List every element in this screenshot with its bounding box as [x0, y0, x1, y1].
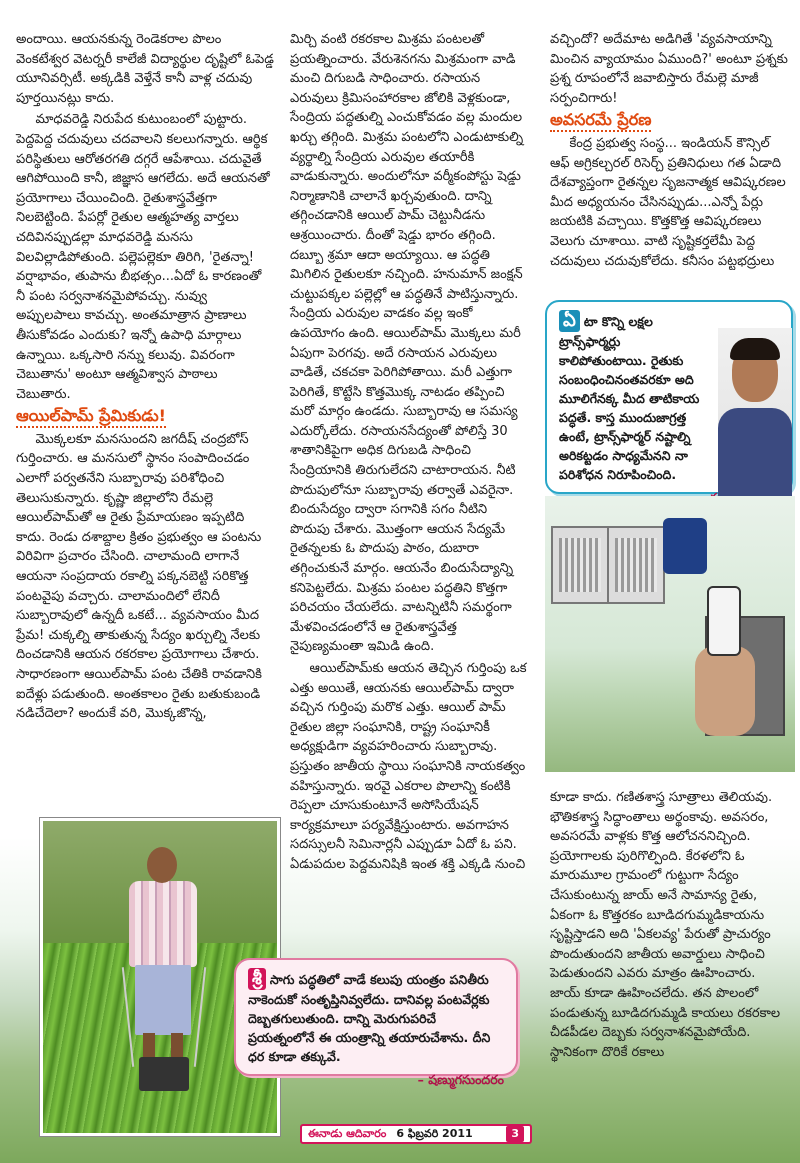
paragraph: కేంద్ర ప్రభుత్వ సంస్థ... ఇండియన్ కౌన్సిల్ ఆఫ్ అగ్రికల్చరల్ రిసెర్చ్ ప్రతినిధులు గత ఏడాది దేశవ్యాప్తంగా రైతన్నల సృజనాత్మక ఆవిష్కరణల మీద అధ్యయనం చేసినప్పుడు...ఎన్నో పేర్లు జయటికి వచ్చాయి. కొత్తకొత్త ఆవిష్కరణలు వెలుగు చూశాయి. వాటి సృష్టికర్తలేమీ పెద్ద చదువులు చదువుకోలేదు. కనీసం పట్టభద్రులు [550, 135, 786, 269]
hand-shape [695, 646, 755, 736]
article-column-3-bottom [550, 788, 788, 1060]
transformer-unit [607, 526, 665, 604]
paragraph: మాధవరెడ్డి నిరుపేద కుటుంబంలో పుట్టారు. పెద్దపెద్ద చదువులు చదవాలని కలలుగన్నారు. ఆర్థిక పరిస్థితులు ఆరోతరగతి దగ్గరే ఆపేశాయి. చదువైతే ఆగిపోయింది కానీ, జిజ్ఞాస ఆగలేదు. అదే ఆయనతో ప్రయోగాలు చేయించింది. రైతుశాస్త్రవేత్తగా నిలబెట్టింది. పేపర్లో రైతుల ఆత్మహత్య వార్తలు చదివినప్పుడల్లా మాధవరెడ్డి మనసు విలవిల్లాడిపోతుంది. పల్లెపల్లెకూ తిరిగి, 'రైతన్నా! వర్షాభావం, తుపాను బీభత్సం...ఏదో ఓ కారణంతో నీ పంట సర్వనాశనమైపోవచ్చు. నువ్వు అప్పులపాలు కావచ్చు. అంతమాత్రాన ప్రాణాలు తీసుకోవడం ఎందుకు? ఇన్నో ఉపాధి మార్గాలు ఉన్నాయి. ఒక్కసారి నన్ను కలువు. వివరంగా చెబుతాను' అంటూ ఆత్మవిశ్వాస పాఠాలు చెబుతారు. [16, 112, 270, 402]
quote-dropcap: శ్రీ [248, 968, 266, 990]
heading-text: ఆయిల్‌పామ్ ప్రేమికుడు! [16, 406, 166, 428]
farmer-shirt-shape [129, 881, 197, 967]
quote-text-block [559, 310, 709, 484]
weeder-machine [139, 1057, 189, 1091]
article-column-2 [290, 30, 530, 1058]
mobile-phone-icon [707, 586, 741, 656]
page-number: 3 [506, 1126, 524, 1142]
quote-box-weeder [234, 958, 518, 1087]
person-hair-shape [730, 338, 780, 360]
paragraph: వచ్చిందో? అదేమాట అడిగితే 'వ్యవసాయాన్ని మించిన వ్యాయామం ఏముంది?' అంటూ ప్రశ్నకు ప్రశ్న రూపంలోనే జవాబిస్తారు రేమల్లె మాజీ సర్పంచిగారు! [550, 32, 788, 106]
article-column-1 [16, 30, 274, 815]
paragraph: ఆయిల్‌పామ్‌కు ఆయన తెచ్చిన గుర్తింపు ఒక ఎత్తు అయితే, ఆయనకు ఆయిల్‌పామ్ ద్వారా వచ్చిన గుర్తింపు మరొక ఎత్తు. ఆయిల్ పామ్ రైతుల జిల్లా సంఘానికి, రాష్ట్ర సంఘానికీ అధ్యక్షుడిగా వ్యవహరించారు సుబ్బారావు. ప్రస్తుతం జాతీయ స్థాయి సంఘానికి నాయకత్వం వహిస్తున్నారు. ఇరవై ఎకరాల పొలాన్ని కంటికి రెప్పలా చూసుకుంటూనే అసోసియేషన్ కార్యక్రమాలూ పర్యవేక్షిస్తుంటారు. అవగాహన సదస్సులనీ సెమినార్లనీ ఎప్పుడూ ఏదో ఓ పని. ఏడుపదుల పెద్దమనిషికి ఇంత శక్తి ఎక్కడి నుంచి [290, 661, 527, 872]
article-column-3-top [550, 30, 788, 310]
quote-author: – షణ్ముగసుందరం [417, 1072, 504, 1087]
paragraph: అందాయి. ఆయనకున్న రెండెకరాల పొలం వెంకటేశ్వర వెటర్నరీ కాలేజీ విద్యార్థుల దృష్టిలో ఓపెడ్డ యూనివర్సిటీ. అక్కడికి వెళ్తేనే కానీ వాళ్ల చదువు పూర్తయినట్లు కాదు. [16, 32, 274, 106]
heading-text: అవసరమే ప్రేరణ [550, 110, 651, 132]
farmer-lungi-shape [135, 965, 191, 1035]
section-heading-oilpalm [16, 406, 274, 428]
quote-text: టా కొన్ని లక్షల ట్రాన్స్‌ఫార్మర్లు కాలిపోతుంటాయి. రైతుకు సంబంధించినంతవరకూ అది మూలిగేనక్క మీద తాటికాయ పద్ధతే. కాస్త ముందుజాగ్రత్త ఉంటే, ట్రాన్స్‌ఫార్మర్ నష్టాల్ని అరికట్టడం సాధ్యమేనని నా పరిశోధన నిరూపించింది. [559, 314, 700, 482]
issue-date: 6 ఫిబ్రవరి 2011 [396, 1127, 473, 1140]
quote-text: సాగు పద్ధతిలో వాడే కలుపు యంత్రం పనితీరు నాకెందుకో సంతృప్తినివ్వలేదు. దానివల్ల పంటవేర్లకు దెబ్బతగులుతుంది. దాన్ని మెరుగుపరిచే ప్రయత్నంలోనే ఈ యంత్రాన్ని తయారుచేశాను. దీని ధర కూడా తక్కువే. [248, 972, 491, 1064]
farmer-head-shape [147, 847, 177, 883]
paragraph: మొక్కలకూ మనసుందని జగదీష్ చంద్రబోస్ గుర్తించారు. ఆ మనసులో స్థానం సంపాదించడం ఎలాగో పర్వతనేని సుబ్బారావు పరిశోధించి తెలుసుకున్నారు. కృష్ణా జిల్లాలోని రేమల్లె ఆయిల్‌పామ్‌తో ఆ రైతు ప్రేమాయణం ఇప్పటిది కాదు. రెండు దశాబ్దాల క్రితం ప్రభుత్వం ఆ పంటను విరివిగా ప్రచారం చేసింది. చాలామంది లాగానే ఆయనా సంప్రదాయ రకాల్ని పక్కనబెట్టి సరికొత్త పంటవైపు వచ్చారు. చాలామందిలో లేనిదీ సుబ్బారావులో ఉన్నదీ ఒకటే... వ్యవసాయం మీద ప్రేమ! చుక్కల్ని తాకుతున్న సేద్యం ఖర్చుల్ని నేలకు దించడానికి ఆయన రకరకాల ప్రయోగాలు చేశారు. సాధారణంగా ఆయిల్‌పామ్ పంట చేతికి రావడానికి ఐదేళ్లు పడుతుంది. అంతకాలం రైతు బతుకుబండి నడిచేదెలా? అందుకే వరి, మొక్కజొన్న, [16, 431, 262, 722]
paragraph: కూడా కాదు. గణితశాస్త్ర సూత్రాలు తెలియవు. భౌతికశాస్త్ర సిద్ధాంతాలు అర్థంకావు. అవసరం, అవసరమే వాళ్లకు కొత్త ఆలోచననిచ్చింది. ప్రయోగాలకు పురిగొల్పింది. కేరళలోని ఓ మారుమూల గ్రామంలో గుట్టుగా సేద్యం చేసుకుంటున్న జాయ్ అనే సామాన్య రైతు, ఏకంగా ఓ కొత్తరకం బూడిదగుమ్మడికాయను సృష్టిస్తాడని అది 'ఏకలవ్య' పేరుతో ప్రాచుర్యం పొందుతుందని జాతీయ అవార్డులు సాధించి పెడుతుందని ఎవరు మాత్రం ఊహించారు. జాయ్ కూడా ఊహించలేదు. తన పొలంలో పండుతున్న బూడిదగుమ్మడి కాయలు రకరకాల చీడపీడల దెబ్బకు సర్వనాశనమైపోయేది. స్థానికంగా దొరికే రకాలు [550, 790, 781, 1060]
publication-name: ఈనాడు ఆదివారం [308, 1127, 387, 1140]
paragraph: మిర్చి వంటి రకరకాల మిశ్రమ పంటలతో ప్రయత్నించారు. వేరుశెనగను మిశ్రమంగా వాడి మంచి దిగుబడి సాధించారు. రసాయన ఎరువులు క్రిమిసంహారకాల జోలికి వెళ్లకుండా, సేంద్రియ పద్ధతుల్ని ఎంచుకోవడం వల్ల మందుల ఖర్చు తగ్గింది. మిశ్రమ పంటలోని ఎండుటాకుల్ని వ్యర్థాల్ని సేంద్రియ ఎరువుల తయారీకి వాడుకున్నారు. అందులోనూ వర్మీకంపోస్టు షెడ్డు నిర్మాణానికి చాలానే ఖర్చవుతుంది. దాన్ని తగ్గించడానికి ఆయిల్ పామ్ చెట్టునీడను ఆశ్రయించారు. దీంతో షెడ్డు భారం తగ్గింది. దబ్బూ శ్రమా ఆదా అయ్యాయి. ఆ పద్ధతి మిగిలిన రైతులకూ నచ్చింది. హనుమాన్ జంక్షన్ చుట్టుపక్కల పల్లెల్లో ఆ పద్ధతినే పాటిస్తున్నారు. సేంద్రియ ఎరువుల వాడకం వల్ల ఇంకో ఉపయోగం ఉంది. ఆయిల్‌పామ్ మొక్కలు మరీ ఏపుగా పెరగవు. అదే రసాయన ఎరువులు వాడితే, చకచకా పెరిగిపోతాయి. మరీ ఎత్తుగా పెరిగితే, కొట్టేసి కొత్తమొక్క నాటడం తప్పించి మరో మార్గం ఉండదు. సుబ్బారావు ఆ సమస్య ఎదుర్కోలేదు. రసాయనసేద్యంతో పోలిస్తే 30 శాతానికిపైగా అధిక దిగుబడి సాధించి సేంద్రియానికి తిరుగులేదని చాటారాయన. నీటి పొదుపులోనూ సుబ్బారావు తర్వాతే ఎవరైనా. బిందుసేద్యం ద్వారా సగానికి సగం నీటిని పొదుపు చేశారు. మొత్తంగా ఆయన సేద్యమే రైతన్నలకు ఓ పొదుపు పాఠం, దుబారా తగ్గించుకునే మార్గం. ఆయనేం బిందుసేద్యాన్ని కనిపెట్టలేదు. మిశ్రమ పంటల పద్ధతిని కొత్తగా పరిచయం చేయలేదు. వాటన్నిటినీ సమర్థంగా మేళవించడంలోనే ఆ రైతుశాస్త్రవేత్త నైపుణ్యమంతా ఇమిడి ఉంది. [290, 32, 524, 655]
transformer-unit [551, 526, 609, 604]
transformer-blue-unit [663, 518, 707, 574]
person-photo [718, 328, 792, 490]
transformer-photo [545, 496, 795, 772]
person-body-shape [718, 408, 792, 498]
section-heading-need [550, 110, 788, 132]
page-footer [300, 1124, 532, 1144]
quote-dropcap: ఏ [559, 310, 580, 332]
